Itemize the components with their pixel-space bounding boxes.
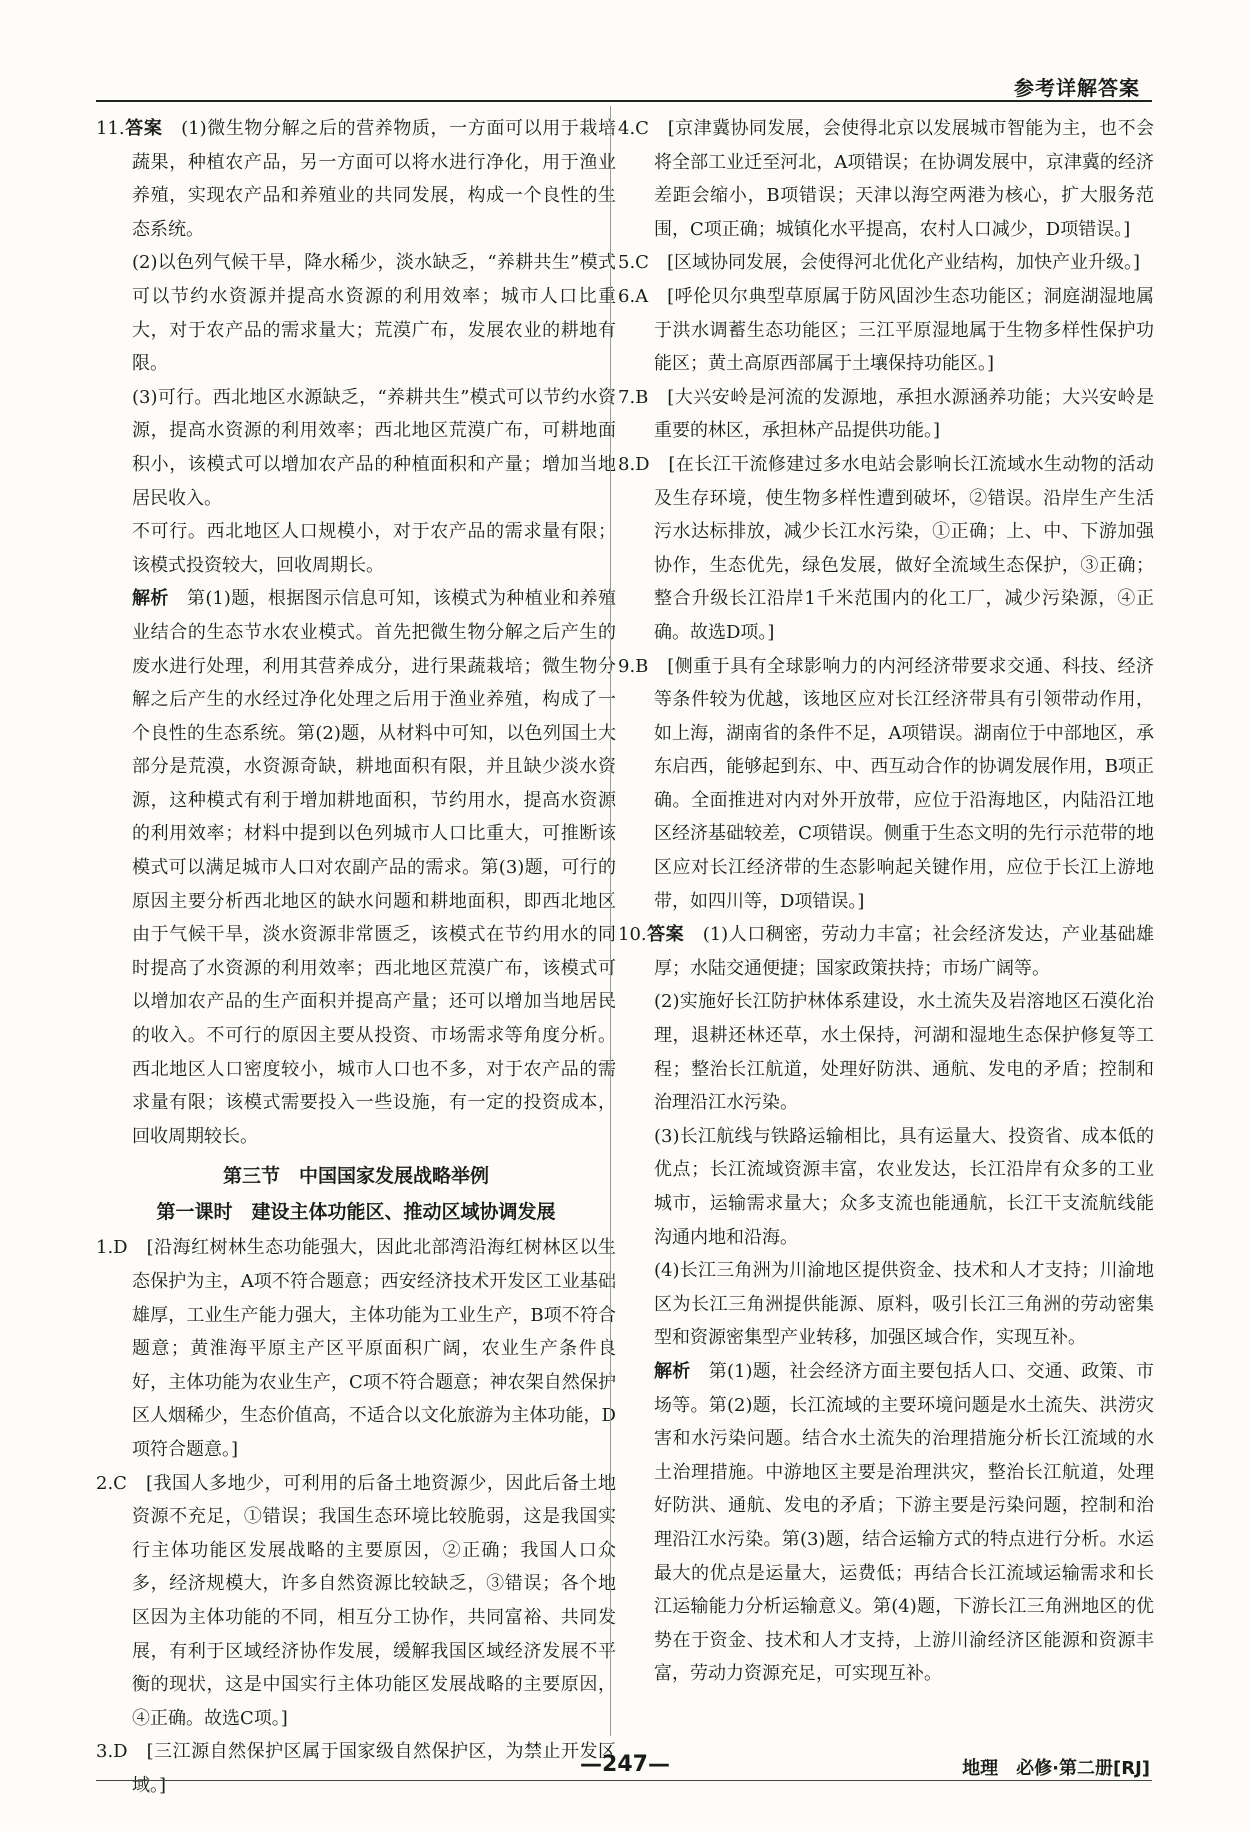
q11-answer-p1 — [96, 112, 616, 246]
q10-answer-p2: (2)实施好长江防护林体系建设，水土流失及岩溶地区石漠化治理，退耕还林还草，水土保持，河湖和湿地生态保护修复等工程；整治长江航道，处理好防洪、通航、发电的矛盾；控制和治理沿江水污染。 — [654, 991, 1154, 1114]
q10-answer-p1 — [618, 918, 1154, 985]
q11-answer-p4: 不可行。西北地区人口规模小，对于农产品的需求量有限；该模式投资较大，回收周期长。 — [132, 521, 616, 576]
q11-answer-p3: (3)可行。西北地区水源缺乏，“养耕共生”模式可以节约水资源，提高水资源的利用效率；西北地区荒漠广布，可耕地面积小，该模式可以增加农产品的种植面积和产量；增加当地居民收入。 — [132, 386, 616, 509]
q11-answer-p1-text: (1)微生物分解之后的营养物质，一方面可以用于栽培蔬果，种植农产品，另一方面可以将水进行净化，用于渔业养殖，实现农产品和养殖业的共同发展，构成一个良性的生态系统。 — [132, 118, 617, 240]
lesson-title: 第一课时 建设主体功能区、推动区域协调发展 — [156, 1201, 556, 1224]
q7-answer: 7.B [大兴安岭是河流的发源地，承担水源涵养功能；大兴安岭是重要的林区，承担林产品提供功能。] — [618, 386, 1154, 442]
q10-number: 10. — [618, 924, 647, 946]
q11-number: 11. — [96, 118, 125, 139]
q2-answer: 2.C [我国人多地少，可利用的后备土地资源少，因此后备土地资源不充足，①错误；我国生态环境比较脆弱，这是我国实行主体功能区发展战略的主要原因，②正确；我国人口众多，经济规模大，许多自然资源比较缺乏，③错误；各个地区因为主体功能的不同，相互分工协作，共同富裕、共同发展，有利于区域经济协作发展，缓解我国区域经济发展不平衡的现状，这是中国实行主体功能区发展战略的主要原因，④正确。故选C项。] — [96, 1472, 616, 1729]
q3-answer: 3.D [三江源自然保护区属于国家级自然保护区，为禁止开发区域。] — [96, 1741, 616, 1796]
q10-analysis-text: 第(1)题，社会经济方面主要包括人口、交通、政策、市场等。第(2)题，长江流域的主要环境问题是水土流失、洪涝灾害和水污染问题。结合水土流失的治理措施分析长江流域的水土治理措施。中游地区主要是治理洪灾，整治长江航道，处理好防洪、通航、发电的矛盾；下游主要是污染问题，控制和治理沿江水污染。第(3)题，结合运输方式的特点进行分析。水运最大的优点是运量大，运费低；再结合长江流域运输需求和长江运输能力分析运输意义。第(4)题，下游长江三角洲地区的优势在于资金、技术和人才支持，上游川渝经济区能源和资源丰富，劳动力资源充足，可实现互补。 — [654, 1360, 1154, 1685]
header-title: 参考详解答案 — [1014, 76, 1140, 100]
q10-answer-label: 答案 — [646, 924, 685, 946]
footer-rule — [96, 1780, 1152, 1781]
q9-answer: 9.B [侧重于具有全球影响力的内河经济带要求交通、科技、经济等条件较为优越，该地区应对长江经济带具有引领带动作用，如上海，湖南省的条件不足，A项错误。湖南位于中部地区，承东启西，能够起到东、中、西互动合作的协调发展作用，B项正确。全面推进对内对外开放带，应位于沿海地区，内陆沿江地区经济基础较差，C项错误。侧重于生态文明的先行示范带的地区应对长江经济带的生态影响起关键作用，应位于长江上游地带，如四川等，D项错误。] — [618, 655, 1154, 912]
q6-answer: 6.A [呼伦贝尔典型草原属于防风固沙生态功能区；洞庭湖湿地属于洪水调蓄生态功能区；三江平原湿地属于生物多样性保护功能区；黄土高原西部属于土壤保持功能区。] — [618, 285, 1154, 375]
q4-answer: 4.C [京津冀协同发展，会使得北京以发展城市智能为主，也不会将全部工业迁至河北，A项错误；在协调发展中，京津冀的经济差距会缩小，B项错误；天津以海空两港为核心，扩大服务范围，C项正确；城镇化水平提高，农村人口减少，D项错误。] — [618, 118, 1154, 240]
right-column — [618, 112, 1154, 1691]
q1-answer: 1.D [沿海红树林生态功能强大，因此北部湾沿海红树林区以生态保护为主，A项不符合题意；西安经济技术开发区工业基础雄厚，工业生产能力强大，主体功能为工业生产，B项不符合题意；黄淮海平原主产区平原面积广阔，农业生产条件良好，主体功能为农业生产，C项不符合题意；神农架自然保护区人烟稀少，生态价值高，不适合以文化旅游为主体功能，D项符合题意。] — [96, 1237, 616, 1460]
q11-analysis-text: 第(1)题，根据图示信息可知，该模式为种植业和养殖业结合的生态节水农业模式。首先把微生物分解之后产生的废水进行处理，利用其营养成分，进行果蔬栽培；微生物分解之后产生的水经过净化处理之后用于渔业养殖，构成了一个良性的生态系统。第(2)题，从材料中可知，以色列国土大部分是荒漠，水资源奇缺，耕地面积有限，并且缺少淡水资源，这种模式有利于增加耕地面积，节约用水，提高水资源的利用效率；材料中提到以色列城市人口比重大，可推断该模式可以满足城市人口对农副产品的需求。第(3)题，可行的原因主要分析西北地区的缺水问题和耕地面积，即西北地区由于气候干旱，淡水资源非常匮乏，该模式在节约用水的同时提高了水资源的利用效率；西北地区荒漠广布，该模式可以增加农产品的生产面积并提高产量；还可以增加当地居民的收入。不可行的原因主要从投资、市场需求等角度分析。西北地区人口密度较小，城市人口也不多，对于农产品的需求量有限；该模式需要投入一些设施，有一定的投资成本，回收周期较长。 — [132, 588, 617, 1147]
q11-analysis — [96, 582, 616, 1153]
left-column — [96, 112, 616, 1803]
q11-answer-label: 答案 — [124, 118, 163, 139]
q11-answer-p2: (2)以色列气候干旱，降水稀少，淡水缺乏，“养耕共生”模式可以节约水资源并提高水资源的利用效率；城市人口比重大，对于农产品的需求量大；荒漠广布，发展农业的耕地有限。 — [132, 252, 616, 375]
q11-analysis-label: 解析 — [132, 588, 169, 610]
header-rule — [96, 100, 1152, 102]
q10-analysis-label: 解析 — [654, 1360, 691, 1382]
page-number: —247— — [580, 1752, 670, 1777]
section-title: 第三节 中国国家发展战略举例 — [222, 1165, 489, 1188]
column-divider — [610, 106, 611, 1736]
q8-answer: 8.D [在长江干流修建过多水电站会影响长江流域水生动物的活动及生存环境，使生物多样性遭到破坏，②错误。沿岸生产生活污水达标排放，减少长江水污染，①正确；上、中、下游加强协作，生态优先，绿色发展，做好全流域生态保护，③正确；整合升级长江沿岸1千米范围内的化工厂，减少污染源，④正确。故选D项。] — [618, 453, 1154, 643]
q5-answer: 5.C [区域协同发展，会使得河北优化产业结构，加快产业升级。] — [618, 252, 1140, 274]
q10-answer-p1-text: (1)人口稠密，劳动力丰富；社会经济发达，产业基础雄厚；水陆交通便捷；国家政策扶持；市场广阔等。 — [654, 924, 1155, 979]
q10-answer-p3: (3)长江航线与铁路运输相比，具有运量大、投资省、成本低的优点；长江流域资源丰富，农业发达，长江沿岸有众多的工业城市，运输需求量大；众多支流也能通航，长江干支流航线能沟通内地和沿海。 — [654, 1125, 1154, 1248]
footer-book-title: 地理 必修·第二册[RJ] — [962, 1758, 1150, 1779]
q10-answer-p4: (4)长江三角洲为川渝地区提供资金、技术和人才支持；川渝地区为长江三角洲提供能源、原料，吸引长江三角洲的劳动密集型和资源密集型产业转移，加强区域合作，实现互补。 — [654, 1260, 1154, 1349]
q10-analysis — [618, 1355, 1154, 1691]
